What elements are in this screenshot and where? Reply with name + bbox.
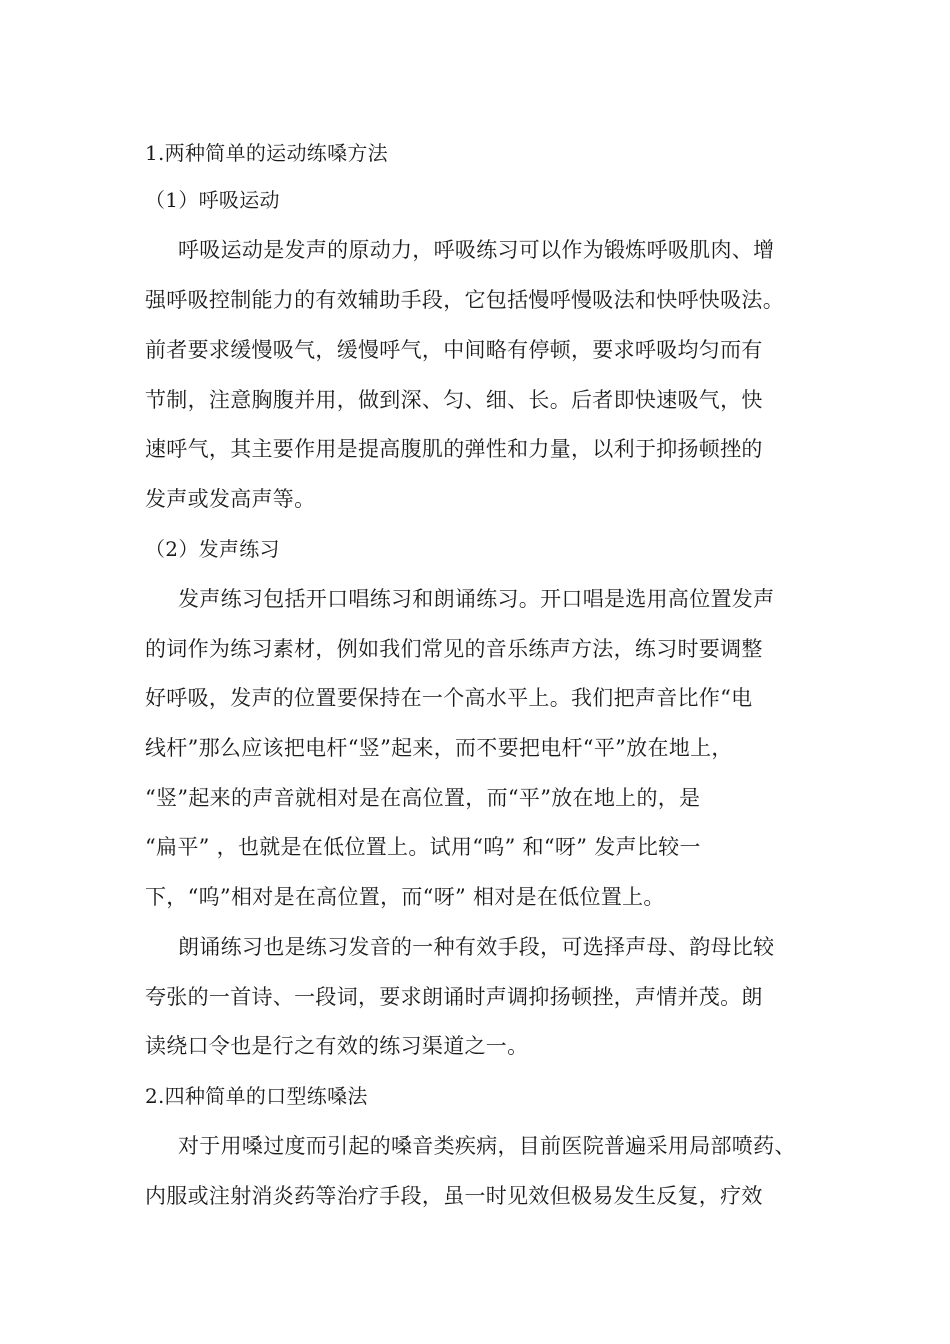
section-2-heading: 2.四种简单的口型练嗓法	[145, 1084, 368, 1108]
paragraph-line: 对于用嗓过度而引起的嗓音类疾病，目前医院普遍采用局部喷药、	[178, 1134, 796, 1158]
paragraph-line: 内服或注射消炎药等治疗手段，虽一时见效但极易发生反复，疗效	[145, 1184, 763, 1208]
paragraph-line: 发声练习包括开口唱练习和朗诵练习。开口唱是选用高位置发声	[178, 587, 775, 611]
section-1-heading: 1.两种简单的运动练嗓方法	[145, 141, 388, 165]
paragraph-line: 线杆”那么应该把电杆“竖”起来，而不要把电杆“平”放在地上，	[145, 736, 733, 760]
paragraph-line: 下，“呜”相对是在高位置，而“呀” 相对是在低位置上。	[145, 885, 665, 909]
paragraph-line: 好呼吸，发声的位置要保持在一个高水平上。我们把声音比作“电	[145, 686, 753, 710]
paragraph-line: 节制，注意胸腹并用，做到深、匀、细、长。后者即快速吸气，快	[145, 388, 763, 412]
paragraph-line: “扁平” ，也就是在低位置上。试用“呜” 和“呀” 发声比较一	[145, 835, 701, 859]
subsection-2-heading: （2）发声练习	[145, 537, 280, 561]
paragraph-line: 强呼吸控制能力的有效辅助手段，它包括慢呼慢吸法和快呼快吸法。	[145, 288, 784, 312]
paragraph-line: 发声或发高声等。	[145, 487, 316, 511]
paragraph-line: 呼吸运动是发声的原动力，呼吸练习可以作为锻炼呼吸肌肉、增	[178, 238, 775, 262]
paragraph-line: “竖”起来的声音就相对是在高位置，而“平”放在地上的，是	[145, 786, 701, 810]
paragraph-line: 速呼气，其主要作用是提高腹肌的弹性和力量，以利于抑扬顿挫的	[145, 437, 763, 461]
paragraph-line: 读绕口令也是行之有效的练习渠道之一。	[145, 1034, 529, 1058]
paragraph-line: 前者要求缓慢吸气，缓慢呼气，中间略有停顿，要求呼吸均匀而有	[145, 338, 763, 362]
paragraph-line: 夸张的一首诗、一段词，要求朗诵时声调抑扬顿挫，声情并茂。朗	[145, 985, 763, 1009]
paragraph-line: 的词作为练习素材，例如我们常见的音乐练声方法，练习时要调整	[145, 637, 763, 661]
subsection-1-heading: （1）呼吸运动	[145, 188, 280, 212]
paragraph-line: 朗诵练习也是练习发音的一种有效手段，可选择声母、韵母比较	[178, 935, 775, 959]
